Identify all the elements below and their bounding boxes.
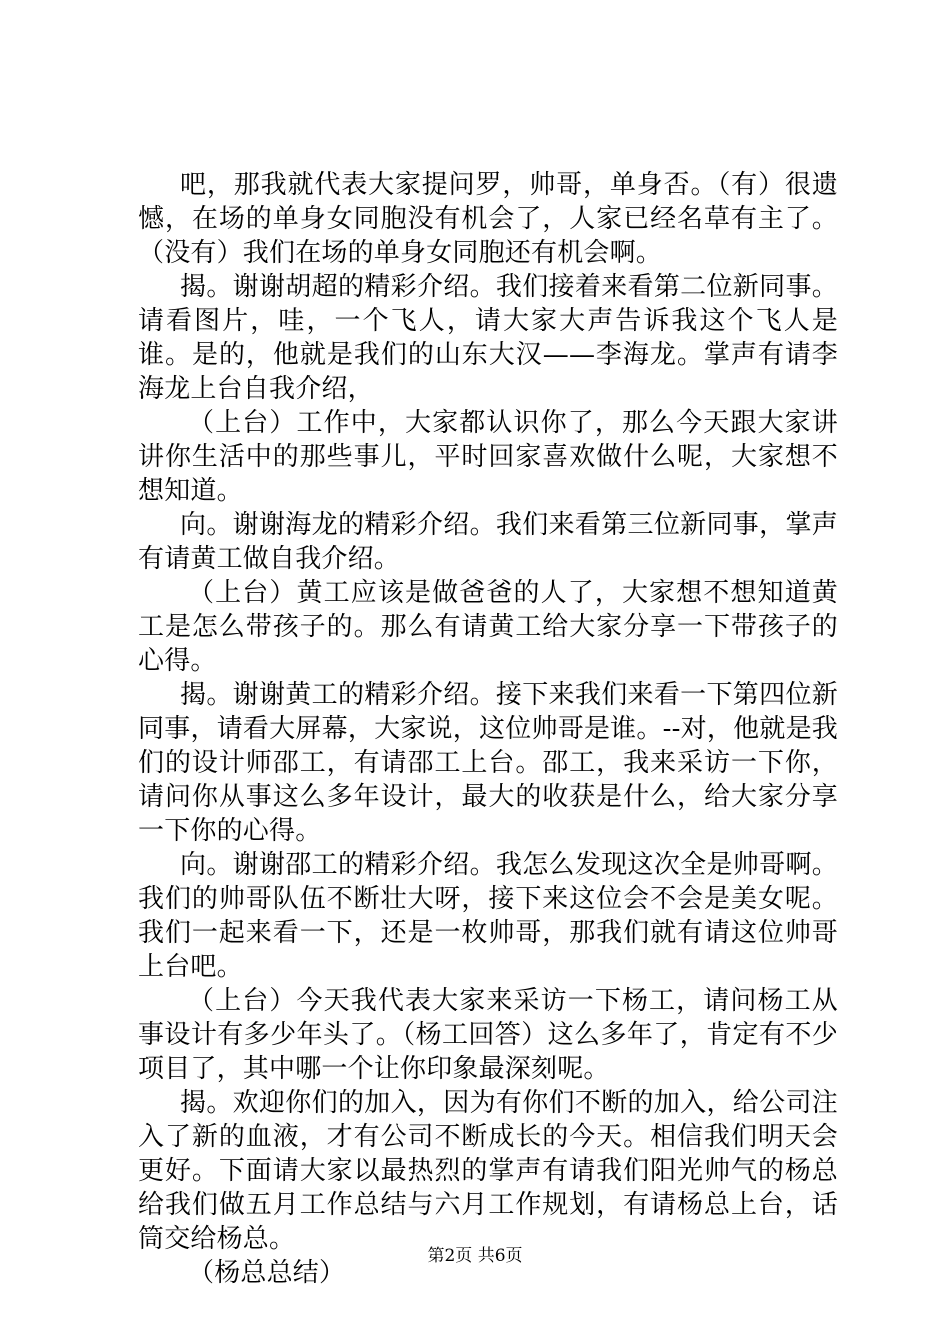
paragraph-9: 揭。欢迎你们的加入，因为有你们不断的加入，给公司注入了新的血液，才有公司不断成长的今天。相信我们明天会更好。下面请大家以最热烈的掌声有请我们阳光帅气的杨总给我们做五月工作总结与六月工作规划，有请杨总上台，话筒交给杨总。 <box>138 1088 838 1254</box>
paragraph-8: （上台）今天我代表大家来采访一下杨工，请问杨工从事设计有多少年头了。（杨工回答）这么多年了，肯定有不少项目了，其中哪一个让你印象最深刻呢。 <box>138 986 838 1084</box>
paragraph-2: 揭。谢谢胡超的精彩介绍。我们接着来看第二位新同事。请看图片，哇，一个飞人，请大家大声告诉我这个飞人是谁。是的，他就是我们的山东大汉——李海龙。掌声有请李海龙上台自我介绍， <box>138 272 838 404</box>
document-body <box>138 168 838 1290</box>
paragraph-1: 吧，那我就代表大家提问罗，帅哥，单身否。（有）很遗憾，在场的单身女同胞没有机会了，人家已经名草有主了。（没有）我们在场的单身女同胞还有机会啊。 <box>138 170 838 268</box>
page-footer: 第2页 共6页 <box>427 1246 523 1266</box>
paragraph-6: 揭。谢谢黄工的精彩介绍。接下来我们来看一下第四位新同事，请看大屏幕，大家说，这位帅哥是谁。--对，他就是我们的设计师邵工，有请邵工上台。邵工，我来采访一下你，请问你从事这么多年设计，最大的收获是什么，给大家分享一下你的心得。 <box>138 680 838 846</box>
paragraph-3: （上台）工作中，大家都认识你了，那么今天跟大家讲讲你生活中的那些事儿，平时回家喜欢做什么呢，大家想不想知道。 <box>138 408 838 506</box>
paragraph-10: （杨总总结） <box>188 1258 346 1288</box>
paragraph-5: （上台）黄工应该是做爸爸的人了，大家想不想知道黄工是怎么带孩子的。那么有请黄工给大家分享一下带孩子的心得。 <box>138 578 838 676</box>
paragraph-4: 向。谢谢海龙的精彩介绍。我们来看第三位新同事，掌声有请黄工做自我介绍。 <box>138 510 838 574</box>
paragraph-7: 向。谢谢邵工的精彩介绍。我怎么发现这次全是帅哥啊。我们的帅哥队伍不断壮大呀，接下来这位会不会是美女呢。我们一起来看一下，还是一枚帅哥，那我们就有请这位帅哥上台吧。 <box>138 850 838 982</box>
